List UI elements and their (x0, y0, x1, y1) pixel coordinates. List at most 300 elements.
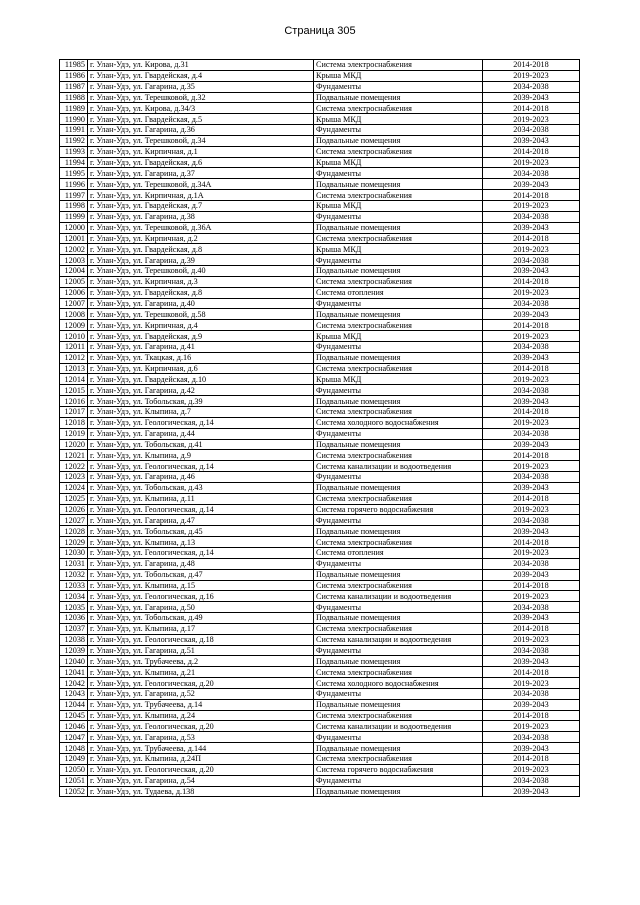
work-type-cell: Система электроснабжения (314, 493, 483, 504)
address-cell: г. Улан-Удэ, ул. Гагарина, д.35 (88, 81, 314, 92)
row-number-cell: 11992 (60, 135, 88, 146)
address-cell: г. Улан-Удэ, ул. Гагарина, д.44 (88, 428, 314, 439)
work-type-cell: Система электроснабжения (314, 320, 483, 331)
period-cell: 2019-2023 (483, 244, 580, 255)
period-cell: 2034-2038 (483, 645, 580, 656)
work-type-cell: Фундаменты (314, 385, 483, 396)
table-row (60, 558, 580, 569)
period-cell: 2039-2043 (483, 526, 580, 537)
period-cell: 2019-2023 (483, 591, 580, 602)
address-cell: г. Улан-Удэ, ул. Клыпина, д.21 (88, 667, 314, 678)
work-type-cell: Система холодного водоснабжения (314, 417, 483, 428)
row-number-cell: 12016 (60, 396, 88, 407)
address-cell: г. Улан-Удэ, ул. Геологическая, д.14 (88, 461, 314, 472)
table-row (60, 775, 580, 786)
work-type-cell: Подвальные помещения (314, 482, 483, 493)
table-row (60, 309, 580, 320)
table-row (60, 743, 580, 754)
table-row (60, 385, 580, 396)
table-row (60, 92, 580, 103)
work-type-cell: Система электроснабжения (314, 667, 483, 678)
table-row (60, 732, 580, 743)
table-row (60, 526, 580, 537)
table-row (60, 764, 580, 775)
table-row (60, 114, 580, 125)
table-row (60, 482, 580, 493)
period-cell: 2019-2023 (483, 331, 580, 342)
table-row (60, 699, 580, 710)
period-cell: 2014-2018 (483, 450, 580, 461)
period-cell: 2039-2043 (483, 179, 580, 190)
table-row (60, 255, 580, 266)
address-cell: г. Улан-Удэ, ул. Кирпичная, д.4 (88, 320, 314, 331)
row-number-cell: 11988 (60, 92, 88, 103)
work-type-cell: Система отопления (314, 547, 483, 558)
work-type-cell: Система электроснабжения (314, 450, 483, 461)
work-type-cell: Система электроснабжения (314, 276, 483, 287)
table-row (60, 634, 580, 645)
address-cell: г. Улан-Удэ, ул. Гвардейская, д.10 (88, 374, 314, 385)
work-type-cell: Фундаменты (314, 298, 483, 309)
row-number-cell: 11995 (60, 168, 88, 179)
row-number-cell: 12005 (60, 276, 88, 287)
page-title: Страница 305 (284, 25, 356, 37)
row-number-cell: 12018 (60, 417, 88, 428)
address-cell: г. Улан-Удэ, ул. Клыпина, д.15 (88, 580, 314, 591)
period-cell: 2034-2038 (483, 472, 580, 483)
table-row (60, 537, 580, 548)
row-number-cell: 12049 (60, 754, 88, 765)
row-number-cell: 12008 (60, 309, 88, 320)
row-number-cell: 12040 (60, 656, 88, 667)
row-number-cell: 12051 (60, 775, 88, 786)
table-body (60, 60, 580, 797)
row-number-cell: 12015 (60, 385, 88, 396)
address-cell: г. Улан-Удэ, ул. Клыпина, д.13 (88, 537, 314, 548)
address-cell: г. Улан-Удэ, ул. Геологическая, д.16 (88, 591, 314, 602)
work-type-cell: Система электроснабжения (314, 580, 483, 591)
row-number-cell: 12050 (60, 764, 88, 775)
work-type-cell: Фундаменты (314, 255, 483, 266)
period-cell: 2014-2018 (483, 537, 580, 548)
table-row (60, 125, 580, 136)
table-row (60, 504, 580, 515)
period-cell: 2034-2038 (483, 341, 580, 352)
address-cell: г. Улан-Удэ, ул. Гагарина, д.47 (88, 515, 314, 526)
address-cell: г. Улан-Удэ, ул. Гагарина, д.41 (88, 341, 314, 352)
address-cell: г. Улан-Удэ, ул. Клыпина, д.7 (88, 407, 314, 418)
address-cell: г. Улан-Удэ, ул. Гвардейская, д.6 (88, 157, 314, 168)
address-cell: г. Улан-Удэ, ул. Геологическая, д.14 (88, 417, 314, 428)
address-cell: г. Улан-Удэ, ул. Гагарина, д.42 (88, 385, 314, 396)
work-type-cell: Система электроснабжения (314, 146, 483, 157)
row-number-cell: 11994 (60, 157, 88, 168)
work-type-cell: Подвальные помещения (314, 92, 483, 103)
period-cell: 2039-2043 (483, 396, 580, 407)
row-number-cell: 11985 (60, 60, 88, 71)
period-cell: 2014-2018 (483, 190, 580, 201)
table-row (60, 211, 580, 222)
work-type-cell: Фундаменты (314, 125, 483, 136)
period-cell: 2014-2018 (483, 754, 580, 765)
address-cell: г. Улан-Удэ, ул. Геологическая, д.20 (88, 764, 314, 775)
period-cell: 2034-2038 (483, 168, 580, 179)
row-number-cell: 12009 (60, 320, 88, 331)
row-number-cell: 12006 (60, 287, 88, 298)
work-type-cell: Фундаменты (314, 645, 483, 656)
work-type-cell: Фундаменты (314, 558, 483, 569)
address-cell: г. Улан-Удэ, ул. Гагарина, д.46 (88, 472, 314, 483)
address-cell: г. Улан-Удэ, ул. Гагарина, д.53 (88, 732, 314, 743)
table-row (60, 81, 580, 92)
period-cell: 2019-2023 (483, 721, 580, 732)
table-row (60, 331, 580, 342)
address-cell: г. Улан-Удэ, ул. Гагарина, д.40 (88, 298, 314, 309)
row-number-cell: 11990 (60, 114, 88, 125)
work-type-cell: Подвальные помещения (314, 135, 483, 146)
row-number-cell: 12037 (60, 623, 88, 634)
period-cell: 2034-2038 (483, 298, 580, 309)
work-type-cell: Система канализации и водоотведения (314, 634, 483, 645)
table-row (60, 146, 580, 157)
table-row (60, 103, 580, 114)
row-number-cell: 12028 (60, 526, 88, 537)
work-type-cell: Крыша МКД (314, 374, 483, 385)
work-type-cell: Крыша МКД (314, 157, 483, 168)
work-type-cell: Фундаменты (314, 428, 483, 439)
table-row (60, 656, 580, 667)
row-number-cell: 12036 (60, 613, 88, 624)
table-row (60, 678, 580, 689)
address-cell: г. Улан-Удэ, ул. Терешковой, д.36А (88, 222, 314, 233)
work-type-cell: Фундаменты (314, 688, 483, 699)
period-cell: 2019-2023 (483, 678, 580, 689)
table-row (60, 266, 580, 277)
row-number-cell: 12014 (60, 374, 88, 385)
period-cell: 2034-2038 (483, 688, 580, 699)
address-cell: г. Улан-Удэ, ул. Гвардейская, д.9 (88, 331, 314, 342)
table-row (60, 461, 580, 472)
table-row (60, 157, 580, 168)
table-row (60, 547, 580, 558)
table-row (60, 190, 580, 201)
period-cell: 2014-2018 (483, 320, 580, 331)
period-cell: 2014-2018 (483, 710, 580, 721)
address-cell: г. Улан-Удэ, ул. Кирпичная, д.1А (88, 190, 314, 201)
repair-schedule-table (59, 59, 580, 797)
table-row (60, 179, 580, 190)
period-cell: 2014-2018 (483, 623, 580, 634)
work-type-cell: Фундаменты (314, 81, 483, 92)
work-type-cell: Подвальные помещения (314, 613, 483, 624)
table-row (60, 667, 580, 678)
work-type-cell: Подвальные помещения (314, 309, 483, 320)
row-number-cell: 12043 (60, 688, 88, 699)
row-number-cell: 12025 (60, 493, 88, 504)
row-number-cell: 12001 (60, 233, 88, 244)
work-type-cell: Подвальные помещения (314, 699, 483, 710)
table-row (60, 710, 580, 721)
period-cell: 2034-2038 (483, 81, 580, 92)
period-cell: 2014-2018 (483, 103, 580, 114)
work-type-cell: Система электроснабжения (314, 537, 483, 548)
row-number-cell: 11991 (60, 125, 88, 136)
period-cell: 2019-2023 (483, 114, 580, 125)
table-row (60, 222, 580, 233)
table-row (60, 439, 580, 450)
period-cell: 2014-2018 (483, 233, 580, 244)
work-type-cell: Система холодного водоснабжения (314, 678, 483, 689)
work-type-cell: Подвальные помещения (314, 352, 483, 363)
work-type-cell: Подвальные помещения (314, 179, 483, 190)
work-type-cell: Подвальные помещения (314, 222, 483, 233)
row-number-cell: 11989 (60, 103, 88, 114)
address-cell: г. Улан-Удэ, ул. Тобольская, д.45 (88, 526, 314, 537)
work-type-cell: Фундаменты (314, 341, 483, 352)
row-number-cell: 11987 (60, 81, 88, 92)
row-number-cell: 12023 (60, 472, 88, 483)
period-cell: 2019-2023 (483, 504, 580, 515)
address-cell: г. Улан-Удэ, ул. Терешковой, д.32 (88, 92, 314, 103)
row-number-cell: 12039 (60, 645, 88, 656)
period-cell: 2034-2038 (483, 255, 580, 266)
work-type-cell: Фундаменты (314, 472, 483, 483)
table-row (60, 493, 580, 504)
row-number-cell: 11997 (60, 190, 88, 201)
period-cell: 2014-2018 (483, 60, 580, 71)
row-number-cell: 12044 (60, 699, 88, 710)
table-row (60, 786, 580, 797)
period-cell: 2039-2043 (483, 352, 580, 363)
address-cell: г. Улан-Удэ, ул. Гагарина, д.50 (88, 602, 314, 613)
address-cell: г. Улан-Удэ, ул. Терешковой, д.34А (88, 179, 314, 190)
row-number-cell: 12029 (60, 537, 88, 548)
work-type-cell: Подвальные помещения (314, 396, 483, 407)
period-cell: 2014-2018 (483, 667, 580, 678)
table-row (60, 363, 580, 374)
work-type-cell: Система горячего водоснабжения (314, 504, 483, 515)
work-type-cell: Система электроснабжения (314, 710, 483, 721)
period-cell: 2039-2043 (483, 613, 580, 624)
table-row (60, 515, 580, 526)
table-row (60, 591, 580, 602)
work-type-cell: Подвальные помещения (314, 743, 483, 754)
row-number-cell: 12047 (60, 732, 88, 743)
period-cell: 2019-2023 (483, 547, 580, 558)
period-cell: 2039-2043 (483, 786, 580, 797)
row-number-cell: 12052 (60, 786, 88, 797)
work-type-cell: Система электроснабжения (314, 233, 483, 244)
address-cell: г. Улан-Удэ, ул. Гагарина, д.51 (88, 645, 314, 656)
address-cell: г. Улан-Удэ, ул. Гагарина, д.37 (88, 168, 314, 179)
work-type-cell: Подвальные помещения (314, 526, 483, 537)
work-type-cell: Подвальные помещения (314, 439, 483, 450)
table-row (60, 135, 580, 146)
address-cell: г. Улан-Удэ, ул. Гагарина, д.48 (88, 558, 314, 569)
work-type-cell: Фундаменты (314, 732, 483, 743)
work-type-cell: Подвальные помещения (314, 266, 483, 277)
table-row (60, 428, 580, 439)
row-number-cell: 12033 (60, 580, 88, 591)
table-row (60, 688, 580, 699)
period-cell: 2039-2043 (483, 482, 580, 493)
row-number-cell: 12030 (60, 547, 88, 558)
table-row (60, 200, 580, 211)
table-row (60, 613, 580, 624)
work-type-cell: Крыша МКД (314, 114, 483, 125)
period-cell: 2039-2043 (483, 266, 580, 277)
row-number-cell: 12019 (60, 428, 88, 439)
row-number-cell: 12012 (60, 352, 88, 363)
row-number-cell: 12022 (60, 461, 88, 472)
work-type-cell: Система отопления (314, 287, 483, 298)
address-cell: г. Улан-Удэ, ул. Гвардейская, д.8 (88, 244, 314, 255)
period-cell: 2019-2023 (483, 461, 580, 472)
table-row (60, 602, 580, 613)
period-cell: 2014-2018 (483, 580, 580, 591)
address-cell: г. Улан-Удэ, ул. Гагарина, д.54 (88, 775, 314, 786)
table-row (60, 396, 580, 407)
period-cell: 2014-2018 (483, 276, 580, 287)
work-type-cell: Система электроснабжения (314, 407, 483, 418)
work-type-cell: Подвальные помещения (314, 569, 483, 580)
period-cell: 2034-2038 (483, 211, 580, 222)
row-number-cell: 12024 (60, 482, 88, 493)
table-row (60, 276, 580, 287)
work-type-cell: Система горячего водоснабжения (314, 764, 483, 775)
table-row (60, 472, 580, 483)
period-cell: 2039-2043 (483, 656, 580, 667)
table-row (60, 168, 580, 179)
address-cell: г. Улан-Удэ, ул. Гагарина, д.38 (88, 211, 314, 222)
table-row (60, 569, 580, 580)
row-number-cell: 12020 (60, 439, 88, 450)
row-number-cell: 12034 (60, 591, 88, 602)
address-cell: г. Улан-Удэ, ул. Геологическая, д.20 (88, 678, 314, 689)
period-cell: 2034-2038 (483, 775, 580, 786)
address-cell: г. Улан-Удэ, ул. Клыпина, д.24П (88, 754, 314, 765)
work-type-cell: Фундаменты (314, 211, 483, 222)
address-cell: г. Улан-Удэ, ул. Гагарина, д.39 (88, 255, 314, 266)
period-cell: 2034-2038 (483, 602, 580, 613)
row-number-cell: 12038 (60, 634, 88, 645)
period-cell: 2034-2038 (483, 125, 580, 136)
work-type-cell: Фундаменты (314, 775, 483, 786)
address-cell: г. Улан-Удэ, ул. Геологическая, д.14 (88, 547, 314, 558)
period-cell: 2034-2038 (483, 732, 580, 743)
work-type-cell: Фундаменты (314, 168, 483, 179)
address-cell: г. Улан-Удэ, ул. Трубачеева, д.144 (88, 743, 314, 754)
row-number-cell: 12007 (60, 298, 88, 309)
address-cell: г. Улан-Удэ, ул. Кирпичная, д.3 (88, 276, 314, 287)
address-cell: г. Улан-Удэ, ул. Гагарина, д.36 (88, 125, 314, 136)
table-row (60, 320, 580, 331)
work-type-cell: Система электроснабжения (314, 363, 483, 374)
row-number-cell: 11999 (60, 211, 88, 222)
work-type-cell: Система электроснабжения (314, 623, 483, 634)
row-number-cell: 12031 (60, 558, 88, 569)
table-row (60, 450, 580, 461)
row-number-cell: 12000 (60, 222, 88, 233)
table-row (60, 580, 580, 591)
address-cell: г. Улан-Удэ, ул. Кирпичная, д.2 (88, 233, 314, 244)
row-number-cell: 12045 (60, 710, 88, 721)
row-number-cell: 12048 (60, 743, 88, 754)
row-number-cell: 12003 (60, 255, 88, 266)
row-number-cell: 12035 (60, 602, 88, 613)
address-cell: г. Улан-Удэ, ул. Клыпина, д.9 (88, 450, 314, 461)
period-cell: 2039-2043 (483, 743, 580, 754)
period-cell: 2019-2023 (483, 287, 580, 298)
table-row (60, 244, 580, 255)
address-cell: г. Улан-Удэ, ул. Терешковой, д.58 (88, 309, 314, 320)
table-row (60, 233, 580, 244)
table-row (60, 623, 580, 634)
work-type-cell: Крыша МКД (314, 200, 483, 211)
period-cell: 2039-2043 (483, 135, 580, 146)
work-type-cell: Подвальные помещения (314, 786, 483, 797)
address-cell: г. Улан-Удэ, ул. Тобольская, д.47 (88, 569, 314, 580)
work-type-cell: Система канализации и водоотведения (314, 591, 483, 602)
address-cell: г. Улан-Удэ, ул. Клыпина, д.17 (88, 623, 314, 634)
table-row (60, 60, 580, 71)
address-cell: г. Улан-Удэ, ул. Терешковой, д.34 (88, 135, 314, 146)
row-number-cell: 11996 (60, 179, 88, 190)
table-row (60, 287, 580, 298)
work-type-cell: Система электроснабжения (314, 190, 483, 201)
work-type-cell: Система канализации и водоотведения (314, 461, 483, 472)
table-row (60, 70, 580, 81)
period-cell: 2014-2018 (483, 146, 580, 157)
period-cell: 2034-2038 (483, 515, 580, 526)
table-row (60, 298, 580, 309)
table-row (60, 721, 580, 732)
work-type-cell: Система канализации и водоотведения (314, 721, 483, 732)
period-cell: 2014-2018 (483, 407, 580, 418)
table-row (60, 374, 580, 385)
work-type-cell: Крыша МКД (314, 244, 483, 255)
address-cell: г. Улан-Удэ, ул. Гвардейская, д.8 (88, 287, 314, 298)
row-number-cell: 11993 (60, 146, 88, 157)
work-type-cell: Фундаменты (314, 602, 483, 613)
address-cell: г. Улан-Удэ, ул. Тобольская, д.43 (88, 482, 314, 493)
period-cell: 2034-2038 (483, 385, 580, 396)
address-cell: г. Улан-Удэ, ул. Кирова, д.34/3 (88, 103, 314, 114)
table-row (60, 754, 580, 765)
address-cell: г. Улан-Удэ, ул. Тобольская, д.41 (88, 439, 314, 450)
address-cell: г. Улан-Удэ, ул. Ткацкая, д.16 (88, 352, 314, 363)
period-cell: 2019-2023 (483, 417, 580, 428)
period-cell: 2039-2043 (483, 439, 580, 450)
address-cell: г. Улан-Удэ, ул. Тобольская, д.49 (88, 613, 314, 624)
row-number-cell: 12010 (60, 331, 88, 342)
table-row (60, 352, 580, 363)
table-row (60, 417, 580, 428)
period-cell: 2039-2043 (483, 222, 580, 233)
row-number-cell: 11998 (60, 200, 88, 211)
row-number-cell: 12027 (60, 515, 88, 526)
period-cell: 2014-2018 (483, 363, 580, 374)
row-number-cell: 12002 (60, 244, 88, 255)
address-cell: г. Улан-Удэ, ул. Трубачеева, д.14 (88, 699, 314, 710)
period-cell: 2034-2038 (483, 558, 580, 569)
period-cell: 2019-2023 (483, 157, 580, 168)
address-cell: г. Улан-Удэ, ул. Кирова, д.31 (88, 60, 314, 71)
row-number-cell: 12042 (60, 678, 88, 689)
period-cell: 2039-2043 (483, 569, 580, 580)
period-cell: 2034-2038 (483, 428, 580, 439)
table-row (60, 341, 580, 352)
